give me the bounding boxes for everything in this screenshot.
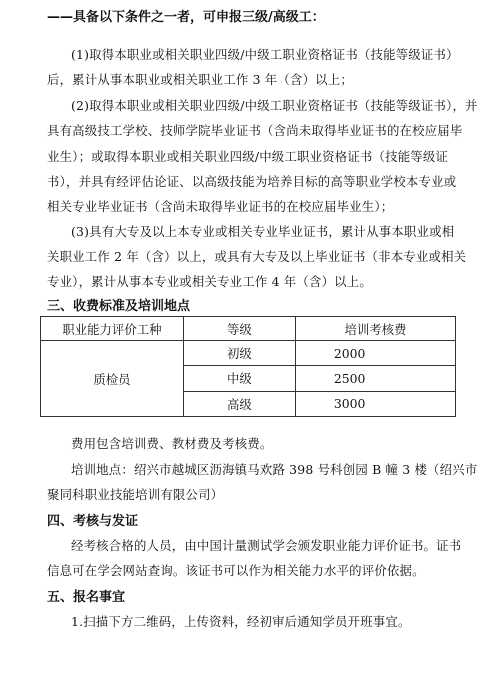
fee-table-header-row [41,317,456,341]
fee-cell: 2000 [295,341,455,366]
training-location-line-1: 培训地点：绍兴市越城区沥海镇马欢路 398 号科创园 B 幢 3 楼（绍兴市 [71,462,478,477]
registration-section-heading: 五、报名事宜 [47,590,126,605]
condition-2-line-3: 业生）；或取得本职业或相关职业四级/中级工职业资格证书（技能等级证 [47,149,449,164]
assessment-line-1: 经考核合格的人员，由中国计量测试学会颁发职业能力评价证书。证书 [71,538,462,553]
fee-table [40,316,456,417]
header-level: 等级 [183,317,295,341]
condition-2-line-5: 相关专业毕业证书（含尚未取得毕业证书的在校应届毕业生）； [47,199,394,214]
assessment-line-2: 信息可在学会网站查询。该证书可以作为相关能力水平的评价依据。 [47,563,425,578]
occupation-cell: 质检员 [41,341,184,417]
registration-item-1: 1.扫描下方二维码，上传资料，经初审后通知学员开班事宜。 [71,614,411,629]
condition-1-line-2: 后，累计从事本职业或相关职业工作 3 年（含）以上； [47,72,353,87]
table-row [41,341,456,366]
level-cell: 高级 [183,391,295,416]
level-cell: 中级 [183,366,295,391]
fee-note: 费用包含培训费、教材费及考核费。 [71,436,273,451]
conditions-heading: ——具备以下条件之一者，可申报三级/高级工： [47,10,325,25]
condition-2-line-1: (2)取得本职业或相关职业四级/中级工职业资格证书（技能等级证书），并 [71,98,478,113]
header-occupation: 职业能力评价工种 [41,317,184,341]
condition-3-line-3: 专业），累计从事本专业或相关专业工作 4 年（含）以上。 [47,274,372,289]
assessment-section-heading: 四、考核与发证 [47,514,139,529]
fees-section-heading: 三、收费标准及培训地点 [47,299,191,314]
level-cell: 初级 [183,341,295,366]
condition-3-line-1: (3)具有大专及以上本专业或相关专业毕业证书，累计从事本职业或相 [71,224,455,239]
condition-3-line-2: 关职业工作 2 年（含）以上，或具有大专及以上毕业证书（非本专业或相关 [47,249,467,264]
training-location-line-2: 聚同科职业技能培训有限公司） [47,487,224,502]
header-fee: 培训考核费 [295,317,455,341]
condition-2-line-4: 书），并具有经评估论证、以高级技能为培养目标的高等职业学校本专业或 [47,174,457,189]
fee-cell: 2500 [295,366,455,391]
condition-1-line-1: (1)取得本职业或相关职业四级/中级工职业资格证书（技能等级证书） [71,47,459,62]
fee-cell: 3000 [295,391,455,416]
condition-2-line-2: 具有高级技工学校、技师学院毕业证书（含尚未取得毕业证书的在校应届毕 [47,123,463,138]
